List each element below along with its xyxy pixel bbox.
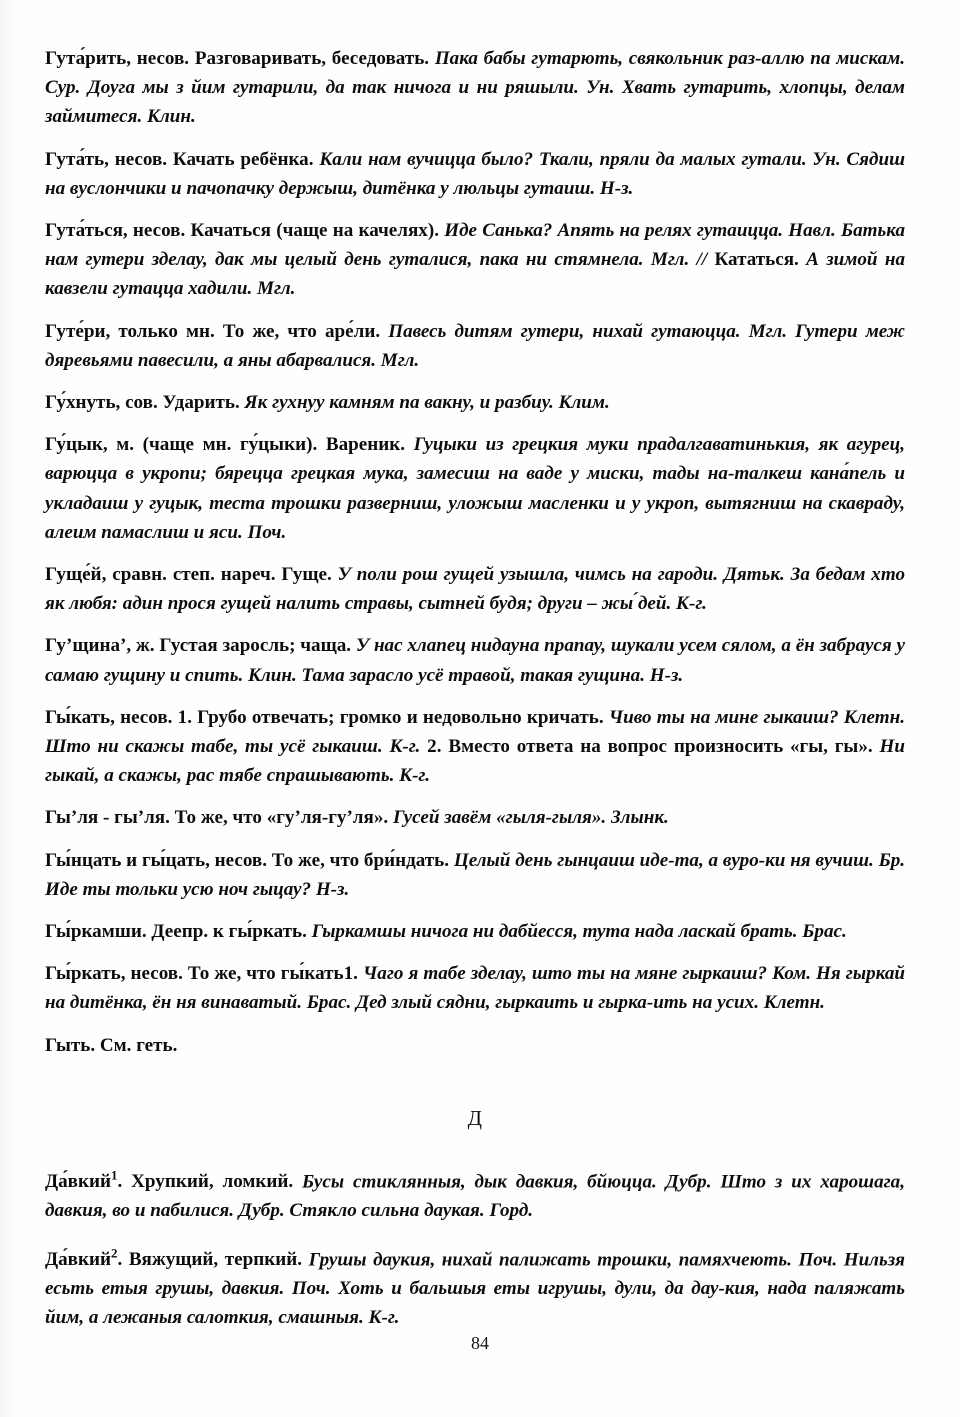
dictionary-entry-gyt	[45, 1031, 905, 1060]
entry-examples: Пака бабы гутарють, свякольник раз-аллю па мискам. Сур. Доуга мы з йим гутарили, да так ничога и ни ряшыли. Ун. Хвать гутарить, хлопцы, делам займитеся. Клин.	[45, 48, 905, 128]
dictionary-entry-gyrkat	[45, 959, 905, 1017]
entry-headword	[45, 1167, 294, 1193]
dictionary-entry-gutatsya	[45, 216, 905, 304]
entry-headword	[45, 1245, 302, 1271]
entry-examples: У поли рош гущей узышла, чимсь на гароди. Дятьк. За бедам хто як любя: адин прося гущей налить стравы, сытней будя; други – жы ́дей. К-г.	[45, 564, 906, 615]
homonym-superscript: 2	[111, 1245, 118, 1261]
entry-headword: Гы́ркать, несов. То же, что гы́кать1.	[45, 963, 358, 985]
dictionary-entry-gushhey	[45, 560, 905, 618]
dictionary-entry-gushhina	[45, 631, 905, 689]
letter-section-heading-block	[45, 1106, 905, 1131]
entry-headword: Гута́рить, несов. Разговаривать, беседовать.	[45, 48, 430, 69]
entry-headword-sense-1: Гы́кать, несов. 1. Грубо отвечать; громко и недовольно кричать.	[45, 706, 604, 728]
entry-examples: У нас хлапец нидауна прапау, шукали усем сялом, а ён забрауся у самаю гущину и спить. Клин. Тама зарасло усё травой, такая гущина. Н-з.	[45, 635, 905, 686]
dictionary-entry-gutarit	[45, 44, 905, 132]
entry-examples-sense-1: Чиво ты на мине гыкаиш? Клетн. Што ни скажы табе, ты усё гыкаиш. К-г.	[45, 706, 905, 758]
entry-headword: Гы’ля - гы’ля. То же, что «гу’ля-гу’ля».	[45, 807, 389, 829]
entry-examples: Павесь дитям гутери, нихай гутаюцца. Мгл. Гутери меж дяревьями павесили, а яны абарвалися. Мгл.	[45, 320, 905, 371]
entry-examples-sense-2: А зимой на кавзели гутацца хадили. Мгл.	[45, 249, 906, 300]
entry-headword: Гу́хнуть, сов. Ударить.	[45, 392, 240, 414]
dictionary-entry-gylya	[45, 803, 905, 832]
dictionary-entry-gykat	[45, 703, 905, 791]
entry-headword: Гута́ться, несов. Качаться (чаще на качелях).	[45, 220, 439, 242]
page-number: 84	[471, 1333, 489, 1353]
entry-headword: Гуще́й, сравн. степ. нареч. Гуще.	[45, 564, 332, 586]
entry-headword: Гу’щина’, ж. Густая заросль; чаща.	[45, 635, 352, 657]
entry-headword-sense-2: 2. Вместо ответа на вопрос произносить «гы, гы».	[427, 736, 873, 758]
entry-headword: Гу́цык, м. (чаще мн. гу́цыки). Вареник.	[45, 434, 406, 456]
dictionary-entry-gyntsat	[45, 846, 905, 904]
entry-examples: Целый день гынцаиш иде-та, а вуро-ки ня вучиш. Бр. Иде ты тольки усю ноч гыцау? Н-з.	[45, 849, 906, 900]
entry-examples: Гуцыки из грецкия муки прадалгаватинькия, як агурец, варюцца в укропи; бярецца грецкая мука, замесиш на ваде у миски, тады на-талкеш кана́пель и укладаиш у гуцык, теста трошки разверниш, уложыш масленки и у укроп, вытягниш на скавраду, алеим памаслиш и яси. Поч.	[45, 434, 905, 543]
entry-headword: Гы́нцать и гы́цать, несов. То же, что бри́ндать.	[45, 849, 450, 871]
dictionary-entry-guteri	[45, 317, 905, 375]
entry-examples-sense-1: Иде Санька? Апять на релях гутаицца. Навл. Батька нам гутери зделау, дак мы целый день гуталися, пака ни стямнела. Мгл. //	[45, 220, 905, 271]
entry-headword-text: Да́вкий	[45, 1249, 111, 1271]
page-content-column	[45, 44, 905, 1333]
entry-headword: Гуте́ри, только мн. То же, что аре́ли.	[45, 320, 381, 342]
dictionary-entry-davkiy-2	[45, 1239, 905, 1333]
entry-headword: Гыть. См. геть.	[45, 1034, 178, 1056]
homonym-superscript: 1	[111, 1167, 118, 1183]
entry-examples: Гусей завём «гыля-гыля». Злынк.	[392, 807, 669, 829]
entry-headword: Гы́ркамши. Деепр. к гы́ркать.	[45, 921, 307, 943]
entry-headword-text: Да́вкий	[45, 1171, 111, 1193]
dictionary-entry-gutsyk	[45, 430, 905, 547]
entry-definition: . Хрупкий, ломкий.	[117, 1171, 294, 1193]
dictionary-entry-davkiy-1	[45, 1161, 905, 1226]
entry-headword: Гута́ть, несов. Качать ребёнка.	[45, 148, 314, 170]
letter-section-heading: Д	[467, 1105, 483, 1130]
entry-definition: . Вяжущий, терпкий.	[117, 1249, 302, 1271]
entry-examples: Грушы даукия, нихай палижать трошки, памяхчеють. Поч. Нильзя есьть етыя грушы, давкия. Поч. Хоть и бальшыя еты игрушы, дули, да дау-кия, нада паляжать йим, а лежаныя салоткия, смашныя. К-г.	[45, 1249, 905, 1329]
entry-examples: Гыркамшы ничога ни дабйесся, тута нада ласкай брать. Брас.	[311, 921, 847, 943]
entry-examples: Бусы стиклянныя, дык давкия, бйюцца. Дубр. Што з их харошага, давкия, во и пабилися. Дубр. Стякло сильна даукая. Горд.	[45, 1171, 905, 1222]
dictionary-entry-guhnut	[45, 388, 905, 417]
entry-examples-sense-2: Ни гыкай, а скажы, рас тябе спрашывають. К-г.	[45, 736, 905, 787]
entry-examples: Кали нам вучицца было? Ткали, пряли да малых гутали. Ун. Сядиш на вуслончики и пачопачку держыш, дитёнка у люльцы гутаиш. Н-з.	[45, 148, 905, 199]
entry-examples: Як гухнуу камням па вакну, и разбиу. Клим.	[244, 392, 610, 414]
dictionary-entry-gyrkamshi	[45, 917, 905, 946]
dictionary-entry-gutat	[45, 145, 905, 203]
entry-examples: Чаго я табе зделау, што ты на мяне гыркаиш? Ком. Ня гыркай на дитёнка, ён ня винаватый. Брас. Дед злый сядни, гыркаить и гырка-ить на усих. Клетн.	[45, 963, 905, 1014]
entry-sense-2-definition: Кататься.	[714, 249, 799, 271]
